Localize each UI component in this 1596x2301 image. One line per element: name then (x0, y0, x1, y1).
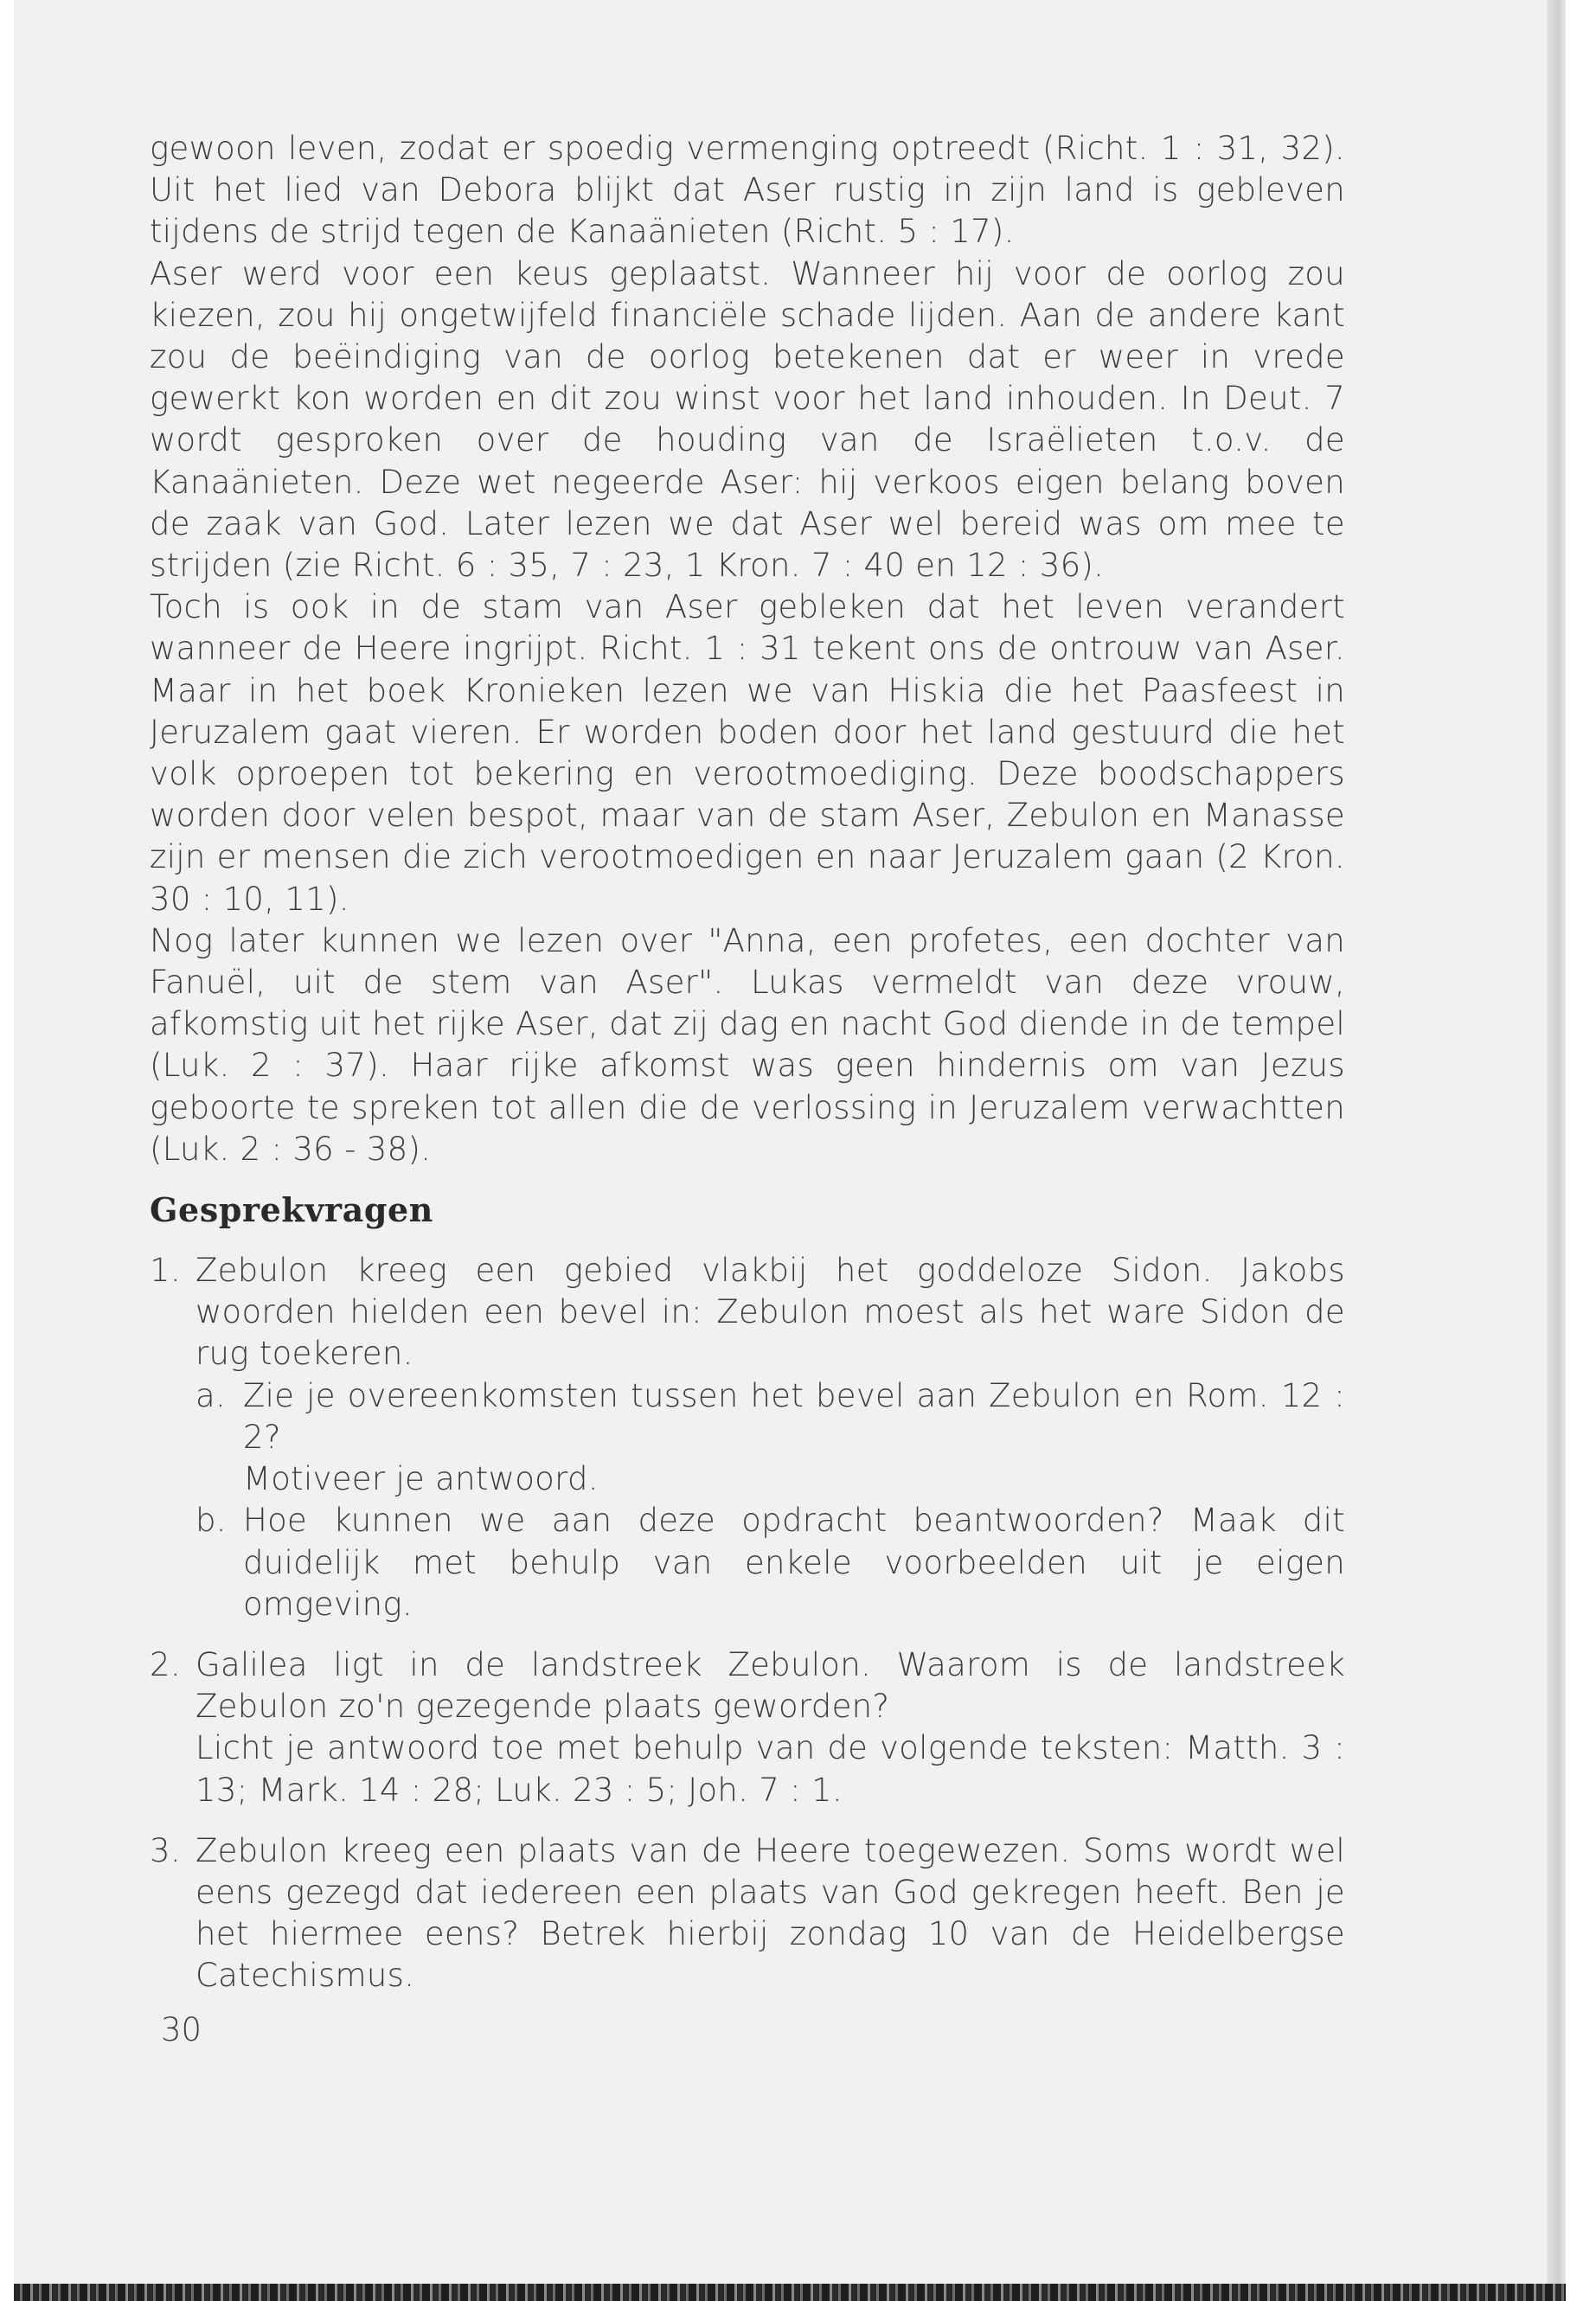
page-number: 30 (161, 2011, 202, 2048)
question-extra: Licht je antwoord toe met behulp van de volgende teksten: Matth. 3 : 13; Mark. 14 : 28; Luk. 23 : 5; Joh. 7 : 1. (195, 1729, 1345, 1809)
body-paragraph: Nog later kunnen we lezen over "Anna, een profetes, een dochter van Fanuël, uit de stem van Aser". Lukas vermeldt van deze vrouw, afkomstig uit het rijke Aser, dat zij dag en nacht God diende in de tempel (Luk. 2 : 37). Haar rijke afkomst was geen hindernis om van Jezus geboorte te spreken tot allen die de verlossing in Jeruzalem verwachtten (Luk. 2 : 36 - 38). (150, 921, 1345, 1168)
page-body (150, 128, 1345, 1997)
question-number: 1. (150, 1252, 181, 1290)
sub-question-label: b. (195, 1502, 227, 1540)
sub-question-b (195, 1500, 1345, 1625)
section-heading: Gesprekvragen (150, 1190, 434, 1230)
question-text: Galilea ligt in de landstreek Zebulon. Waarom is de landstreek Zebulon zo'n gezegende plaats geworden? (195, 1645, 1345, 1726)
page-spine-shadow (1547, 0, 1566, 2284)
question-text: Zebulon kreeg een plaats van de Heere toegewezen. Soms wordt wel eens gezegd dat iedereen een plaats van God gekregen heeft. Ben je het hiermee eens? Betrek hierbij zondag 10 van de Heidelbergse Catechismus. (195, 1831, 1345, 1995)
question-number: 2. (150, 1645, 181, 1683)
body-paragraph: Aser werd voor een keus geplaatst. Wanneer hij voor de oorlog zou kiezen, zou hij ongetwijfeld financiële schade lijden. Aan de andere kant zou de beëindiging van de oorlog betekenen dat er weer in vrede gewerkt kon worden en dit zou winst voor het land inhouden. In Deut. 7 wordt gesproken over de houding van de Israëlieten t.o.v. de Kanaänieten. Deze wet negeerde Aser: hij verkoos eigen belang boven de zaak van God. Later lezen we dat Aser wel bereid was om mee te strijden (zie Richt. 6 : 35, 7 : 23, 1 Kron. 7 : 40 en 12 : 36). (150, 254, 1345, 585)
book-page (14, 0, 1566, 2284)
sub-question-extra: Motiveer je antwoord. (243, 1460, 599, 1498)
sub-question-text: Hoe kunnen we aan deze opdracht beantwoorden? Maak dit duidelijk met behulp van enkele voorbeelden uit je eigen omgeving. (243, 1502, 1345, 1623)
sub-question-a (195, 1375, 1345, 1501)
scan-edge-strip (14, 2284, 1566, 2301)
body-paragraph: Toch is ook in de stam van Aser gebleken dat het leven verandert wanneer de Heere ingrijpt. Richt. 1 : 31 tekent ons de ontrouw van Aser. Maar in het boek Kronieken lezen we van Hiskia die het Paasfeest in Jeruzalem gaat vieren. Er worden boden door het land gestuurd die het volk oproepen tot bekering en verootmoediging. Deze boodschappers worden door velen bespot, maar van de stam Aser, Zebulon en Manasse zijn er mensen die zich verootmoedigen en naar Jeruzalem gaan (2 Kron. 30 : 10, 11). (150, 588, 1345, 918)
question-number: 3. (150, 1831, 181, 1869)
sub-question-label: a. (195, 1376, 227, 1414)
body-paragraph: gewoon leven, zodat er spoedig vermenging optreedt (Richt. 1 : 31, 32). Uit het lied van Debora blijkt dat Aser rustig in zijn land is gebleven tijdens de strijd tegen de Kanaänieten (Richt. 5 : 17). (150, 130, 1345, 251)
sub-question-text: Zie je overeenkomsten tussen het bevel aan Zebulon en Rom. 12 : 2? (243, 1376, 1345, 1456)
question-2 (150, 1644, 1345, 1811)
question-1 (150, 1250, 1345, 1625)
question-3 (150, 1830, 1345, 1997)
question-text: Zebulon kreeg een gebied vlakbij het goddeloze Sidon. Jakobs woorden hielden een bevel in: Zebulon moest als het ware Sidon de rug toekeren. (195, 1252, 1345, 1373)
